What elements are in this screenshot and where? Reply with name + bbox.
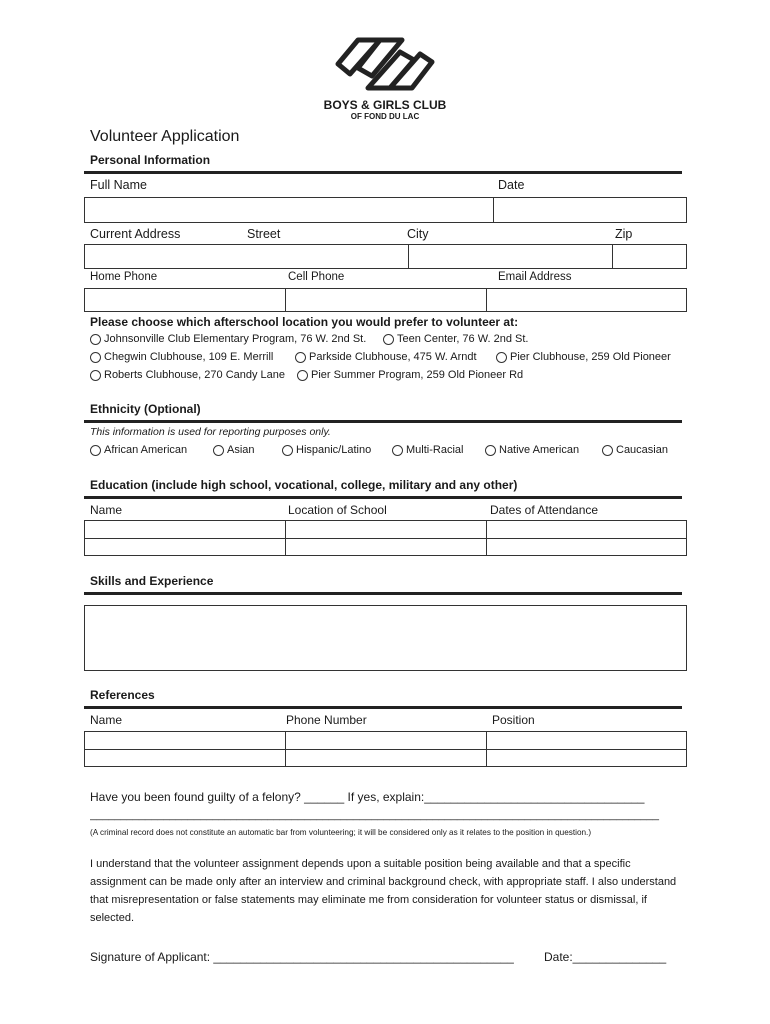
section-rule	[84, 706, 682, 709]
section-rule	[84, 420, 682, 423]
signature-line: Signature of Applicant: _____________________________________________	[90, 950, 514, 964]
street-field[interactable]	[84, 244, 409, 269]
radio-button[interactable]	[90, 445, 101, 456]
radio-button[interactable]	[297, 370, 308, 381]
radio-button[interactable]	[295, 352, 306, 363]
ethnicity-note: This information is used for reporting purposes only.	[90, 426, 331, 438]
label-street: Street	[247, 227, 281, 241]
label-current-address: Current Address	[90, 227, 181, 241]
page-title: Volunteer Application	[90, 128, 240, 145]
section-heading-skills: Skills and Experience	[90, 574, 214, 588]
radio-button[interactable]	[383, 334, 394, 345]
references-col-position: Position	[492, 713, 535, 727]
table-row-divider	[85, 538, 686, 539]
table-col-divider	[486, 732, 487, 766]
option-pier-clubhouse[interactable]: Pier Clubhouse, 259 Old Pioneer	[496, 351, 671, 363]
option-parkside[interactable]: Parkside Clubhouse, 475 W. Arndt	[295, 351, 477, 363]
references-table[interactable]	[84, 731, 687, 767]
references-col-phone: Phone Number	[286, 713, 367, 727]
section-heading-references: References	[90, 688, 155, 702]
statement-paragraph: I understand that the volunteer assignment depends upon a suitable position being available and that a specific assignment can be made only after an interview and criminal background check, with appropriate staff. I also understand that misrepresentation or false statements may eliminate me from consideration for volunteer status or dismissal, if selected.	[90, 858, 677, 924]
felony-question: Have you been found guilty of a felony? ______ If yes, explain:_________________________________	[90, 790, 645, 804]
table-row-divider	[85, 749, 686, 750]
option-teen-center[interactable]: Teen Center, 76 W. 2nd St.	[383, 333, 528, 345]
education-table[interactable]	[84, 520, 687, 556]
option-african-american[interactable]: African American	[90, 444, 187, 456]
option-chegwin[interactable]: Chegwin Clubhouse, 109 E. Merrill	[90, 351, 273, 363]
label-cell-phone: Cell Phone	[288, 271, 345, 283]
references-col-name: Name	[90, 713, 123, 727]
option-native-american[interactable]: Native American	[485, 444, 579, 456]
table-col-divider	[285, 521, 286, 555]
option-multi-racial[interactable]: Multi-Racial	[392, 444, 463, 456]
option-caucasian[interactable]: Caucasian	[602, 444, 668, 456]
full-name-field[interactable]	[84, 197, 494, 223]
radio-button[interactable]	[90, 334, 101, 345]
radio-button[interactable]	[90, 352, 101, 363]
felony-explain-line: _____________________________________________________________________________________________	[90, 809, 659, 821]
radio-button[interactable]	[213, 445, 224, 456]
skills-field[interactable]	[84, 605, 687, 671]
date-field[interactable]	[493, 197, 687, 223]
radio-button[interactable]	[496, 352, 507, 363]
radio-button[interactable]	[392, 445, 403, 456]
option-pier-summer[interactable]: Pier Summer Program, 259 Old Pioneer Rd	[297, 369, 523, 381]
zip-field[interactable]	[612, 244, 687, 269]
radio-button[interactable]	[602, 445, 613, 456]
org-subname: OF FOND DU LAC	[350, 112, 420, 121]
radio-button[interactable]	[282, 445, 293, 456]
label-full-name: Full Name	[90, 178, 147, 192]
label-home-phone: Home Phone	[90, 271, 158, 283]
option-asian[interactable]: Asian	[213, 444, 255, 456]
felony-note: (A criminal record does not constitute an automatic bar from volunteering; it will be considered only as it relates to the position in question.)	[90, 828, 592, 837]
cell-phone-field[interactable]	[285, 288, 487, 312]
education-col-location: Location of School	[288, 503, 387, 517]
label-city: City	[407, 227, 429, 241]
radio-button[interactable]	[485, 445, 496, 456]
option-roberts[interactable]: Roberts Clubhouse, 270 Candy Lane	[90, 369, 285, 381]
education-col-dates: Dates of Attendance	[490, 503, 599, 517]
label-email: Email Address	[498, 271, 572, 283]
table-col-divider	[285, 732, 286, 766]
club-logo	[330, 32, 440, 94]
section-rule	[84, 171, 682, 174]
label-zip: Zip	[615, 227, 633, 241]
location-prompt: Please choose which afterschool location you would prefer to volunteer at:	[90, 315, 519, 329]
radio-button[interactable]	[90, 370, 101, 381]
home-phone-field[interactable]	[84, 288, 286, 312]
label-date: Date	[498, 178, 525, 192]
option-hispanic-latino[interactable]: Hispanic/Latino	[282, 444, 371, 456]
education-col-name: Name	[90, 503, 123, 517]
option-johnsonville[interactable]: Johnsonville Club Elementary Program, 76 W. 2nd St.	[90, 333, 366, 345]
section-heading-personal: Personal Information	[90, 153, 211, 167]
section-rule	[84, 592, 682, 595]
section-rule	[84, 496, 682, 499]
section-heading-ethnicity: Ethnicity (Optional)	[90, 402, 201, 416]
city-field[interactable]	[408, 244, 613, 269]
email-field[interactable]	[486, 288, 687, 312]
section-heading-education: Education (include high school, vocational, college, military and any other)	[90, 478, 518, 492]
table-col-divider	[486, 521, 487, 555]
signature-date-line: Date:______________	[544, 950, 667, 964]
org-name: BOYS & GIRLS CLUB	[323, 98, 447, 112]
